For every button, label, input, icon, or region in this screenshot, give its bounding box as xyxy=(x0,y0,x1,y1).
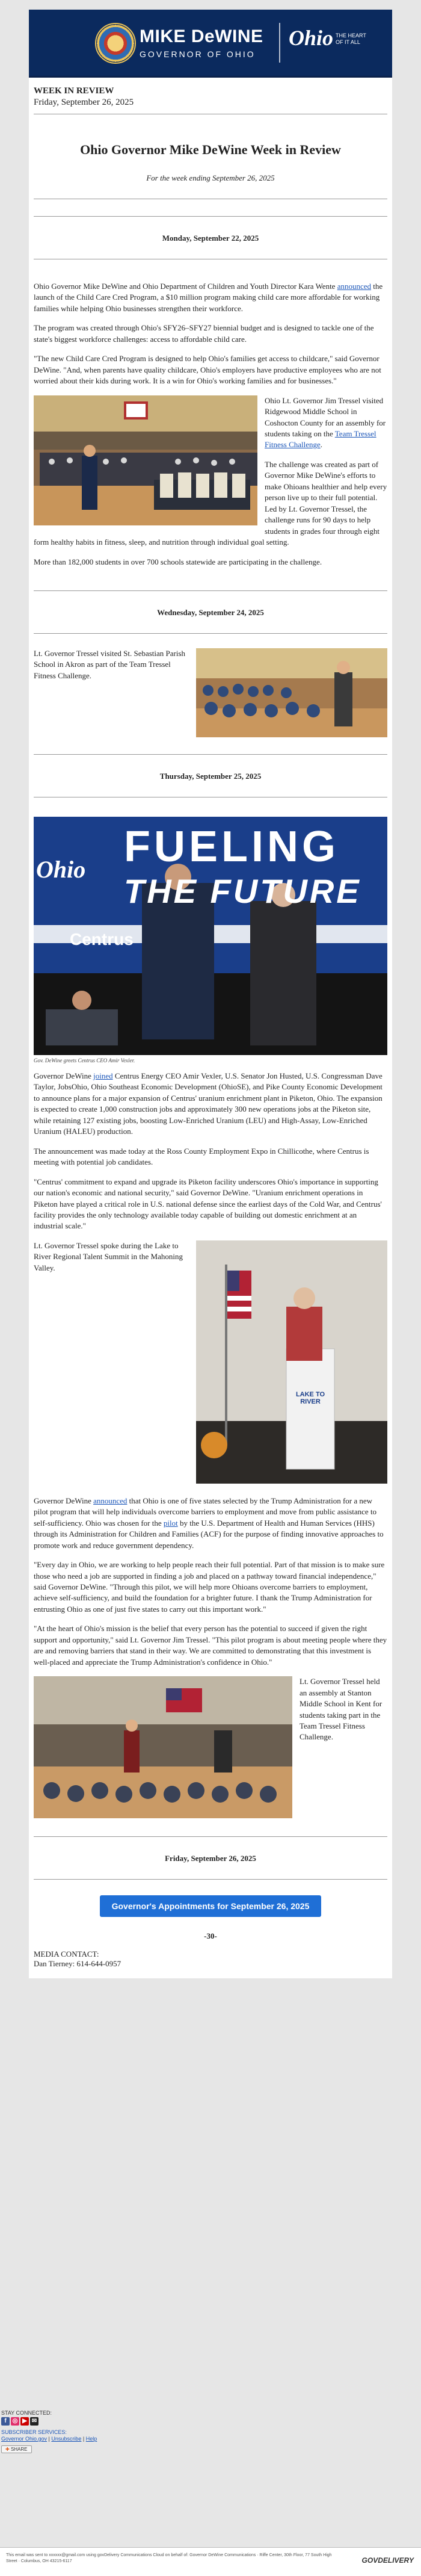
day-header-friday: Friday, September 26, 2025 xyxy=(34,1836,387,1880)
podium-label: LAKE TO RIVER xyxy=(295,1390,325,1405)
help-link[interactable]: Help xyxy=(85,2436,97,2442)
appointments-button[interactable]: Governor's Appointments for September 26, 2025 xyxy=(100,1895,322,1917)
brand-subtitle: GOVERNOR OF OHIO xyxy=(140,49,256,59)
paragraph: The program was created through Ohio's SFY26–SFY27 biennial budget and is designed to tackle one of the state's biggest workforce challenges: access to affordable child care. xyxy=(34,323,374,344)
paragraph: Governor DeWine joined Centrus Energy CEO Amir Vexler, U.S. Senator Jon Husted, U.S. Congressman Dave Taylor, JobsOhio, Ohio Southeast Economic Development (OhioSE), and Pike County Economic Development to announce plans for a major expansion of Centrus' uranium enrichment plant in Piketon, Ohio. The expansion is expected to create 1,000 construction jobs and approximately 300 new operations jobs at the Piketon site, while retaining 127 existing jobs, boosting Low-Enriched Uranium (LEU) and High-Assay, Low-Enriched Uranium (HALEU) production. xyxy=(34,1071,383,1136)
paragraph: Ohio Lt. Governor Jim Tressel visited Ridgewood Middle School in Coshocton County for an assembly for students taking on the Team Tressel Fitness Challenge. xyxy=(265,395,386,450)
brand-name: MIKE DeWINE xyxy=(140,26,263,46)
talent-summit-photo xyxy=(196,1240,387,1484)
page-subtitle: For the week ending September 26, 2025 xyxy=(146,173,275,182)
hero-line-1: FUELING xyxy=(124,822,339,871)
announced-link[interactable]: announced xyxy=(93,1496,128,1505)
share-button[interactable]: ✚ SHARE xyxy=(1,2445,32,2453)
day-header-wednesday: Wednesday, September 24, 2025 xyxy=(34,590,387,634)
stanton-assembly-photo xyxy=(34,1676,292,1818)
youtube-icon[interactable]: ▶ xyxy=(20,2417,29,2426)
stay-connected-label: STAY CONNECTED: xyxy=(1,2410,52,2416)
media-block xyxy=(34,395,387,557)
media-block xyxy=(34,648,387,743)
announced-link[interactable]: announced xyxy=(337,282,372,291)
subscriber-services-label: SUBSCRIBER SERVICES: xyxy=(1,2429,67,2435)
week-in-review-label: WEEK IN REVIEW xyxy=(34,86,114,96)
photo-caption: Gov. DeWine greets Centrus CEO Amir Vexler. xyxy=(34,1057,135,1064)
paragraph: The challenge was created as part of Governor Mike DeWine's efforts to make Ohioans healthier and help every person live up to their full potential. Led by Lt. Governor Tressel, the challenge runs for 90 days to help students in grades four through eight form healthy habits in fitness, sleep, and nutrition through individual goal setting. xyxy=(34,459,387,547)
govdelivery-logo: GOVDELIVERY xyxy=(361,2556,414,2565)
team-tressel-link[interactable]: Team Tressel Fitness Challenge xyxy=(265,429,376,450)
end-mark: -30- xyxy=(204,1931,217,1941)
paragraph: Governor DeWine announced that Ohio is one of five states selected by the Trump Administration for a new pilot program that will help individuals overcome barriers to employment and move from public assistance to self-sufficiency. Ohio was chosen for the pilot by the U.S. Department of Health and Human Services (HHS) through its Administration for Children and Families (ACF) for the purpose of finding innovative approaches to promote work and reduce government dependency. xyxy=(34,1496,384,1550)
disclaimer-text: This email was sent to xxxxxx@gmail.com using govDelivery Communications Cloud on behalf of: Governor DeWine Communications · Riffe Center, 30th Floor, 77 South High Street · Columbus, OH 43215-6117 xyxy=(6,2553,332,2563)
joined-link[interactable]: joined xyxy=(93,1071,113,1080)
email-container xyxy=(29,10,392,1978)
hero-centrus-text: Centrus xyxy=(70,929,134,949)
ohio-seal-icon xyxy=(95,23,136,64)
banner-divider xyxy=(279,23,280,63)
email-icon[interactable]: ✉ xyxy=(30,2417,38,2426)
unsubscribe-link[interactable]: Unsubscribe xyxy=(51,2436,82,2442)
footer xyxy=(0,2410,421,2453)
paragraph: Lt. Governor Tressel held an assembly at Stanton Middle School in Kent for students taking part in the Team Tressel Fitness Challenge. xyxy=(300,1677,383,1742)
email-body xyxy=(29,86,392,1978)
hero-line-2: THE FUTURE xyxy=(124,872,361,910)
paragraph: More than 182,000 students in over 700 schools statewide are participating in the challenge. xyxy=(34,557,322,566)
media-block xyxy=(34,1676,387,1823)
paragraph: Lt. Governor Tressel spoke during the Lake to River Regional Talent Summit in the Mahoning Valley. xyxy=(34,1240,183,1272)
ohio-tagline: THE HEART OF IT ALL xyxy=(336,33,366,45)
gym-assembly-photo xyxy=(34,395,257,525)
share-icon: ✚ xyxy=(5,2447,10,2452)
fueling-the-future-photo xyxy=(34,817,387,1055)
governor-site-link[interactable]: Governor Ohio.gov xyxy=(1,2436,48,2442)
ohio-logo: Ohio xyxy=(289,26,334,50)
footer-links: Governor Ohio.gov | Unsubscribe | Help xyxy=(1,2436,97,2442)
pilot-link[interactable]: pilot xyxy=(163,1518,178,1528)
social-icons xyxy=(0,2416,421,2426)
paragraph: The announcement was made today at the Ross County Employment Expo in Chillicothe, where Centrus is meeting with potential job candidates. xyxy=(34,1146,369,1167)
paragraph: "At the heart of Ohio's mission is the belief that every person has the potential to succeed if given the right support and opportunity," said Lt. Governor Jim Tressel. "This pilot program is about meeting people where they are and removing barriers that stand in their way. We are committed to demonstrating that this investment is well-placed and appreciate the Trump Administration's confidence in Ohio." xyxy=(34,1624,387,1667)
day-header-monday: Monday, September 22, 2025 xyxy=(34,216,387,259)
paragraph: "The new Child Care Cred Program is designed to help Ohio's families get access to childcare," said Governor DeWine. "And, when parents have quality childcare, Ohio's employers have productive employees who are not worried about their kids during work. It is a win for Ohio's working families and for businesses." xyxy=(34,354,381,386)
media-contact-line: Dan Tierney: 614-644-0957 xyxy=(34,1959,121,1969)
media-block xyxy=(34,1240,387,1490)
day-header-thursday: Thursday, September 25, 2025 xyxy=(34,754,387,797)
paragraph: Lt. Governor Tressel visited St. Sebastian Parish School in Akron as part of the Team Tressel Fitness Challenge. xyxy=(34,648,186,680)
media-contact-label: MEDIA CONTACT: xyxy=(34,1949,99,1959)
issue-date: Friday, September 26, 2025 xyxy=(34,98,134,107)
bottom-bar xyxy=(0,2547,421,2576)
page-title: Ohio Governor Mike DeWine Week in Review xyxy=(80,142,341,157)
paragraph: Ohio Governor Mike DeWine and Ohio Department of Children and Youth Director Kara Wente announced the launch of the Child Care Cred Program, a $10 million program making child care more affordable for working families while helping Ohio businesses strengthen their workforce. xyxy=(34,282,383,313)
st-sebastian-photo xyxy=(196,648,387,737)
paragraph: "Every day in Ohio, we are working to help people reach their full potential. Part of that mission is to make sure those who need a job are supported in finding a job and placed on a pathway toward financial independence," said Governor DeWine. "Through this pilot, we will help more Ohioans overcome barriers to employment, achieve self-sufficiency, and build the foundation for a brighter future. I thank the Trump Administration for entrusting Ohio as one of just five states to carry out this important work." xyxy=(34,1560,385,1614)
header-banner xyxy=(29,10,392,78)
instagram-icon[interactable]: ◎ xyxy=(11,2417,19,2426)
hero-ohio-text: Ohio xyxy=(36,855,86,883)
facebook-icon[interactable]: f xyxy=(1,2417,10,2426)
paragraph: "Centrus' commitment to expand and upgrade its Piketon facility underscores Ohio's importance in supporting our nation's economic and national security," said Governor DeWine. "Uranium enrichment operations in Piketon have played a critical role in U.S. national defense since the earliest days of the Cold War, and Centrus' facility provides the only technology available today capable of building out domestic enrichment at an industrial scale." xyxy=(34,1177,382,1231)
